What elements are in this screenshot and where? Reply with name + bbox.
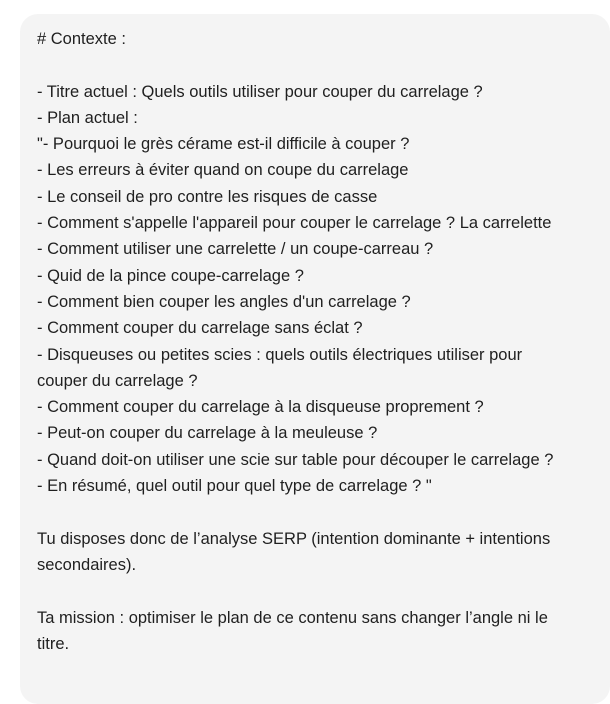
plan-item: - Peut-on couper du carrelage à la meuleuse ? [37,424,378,443]
plan-label: - Plan actuel : [37,108,138,127]
serp-analysis-line: secondaires). [37,555,137,574]
mission-line: titre. [37,634,70,653]
context-heading: # Contexte : [37,30,126,48]
plan-item: - Disqueuses ou petites scies : quels outils électriques utiliser pour [37,345,523,364]
plan-list [37,131,610,499]
serp-analysis-line: Tu disposes donc de l’analyse SERP (intention dominante + intentions [37,529,551,548]
blank-line [37,578,610,604]
plan-item: - Le conseil de pro contre les risques de casse [37,187,378,206]
plan-item: "- Pourquoi le grès cérame est-il difficile à couper ? [37,135,410,154]
plan-item: - Comment couper du carrelage sans éclat ? [37,319,363,338]
blank-line [37,52,610,78]
plan-item: - Les erreurs à éviter quand on coupe du carrelage [37,161,409,180]
plan-item: - Comment s'appelle l'appareil pour couper le carrelage ? La carrelette [37,214,552,233]
current-title-line: - Titre actuel : Quels outils utiliser pour couper du carrelage ? [37,82,483,101]
user-message-bubble [20,14,610,704]
plan-item: - Quid de la pince coupe-carrelage ? [37,266,304,285]
plan-item: - Quand doit-on utiliser une scie sur table pour découper le carrelage ? [37,450,554,469]
plan-item: - Comment bien couper les angles d'un carrelage ? [37,292,411,311]
plan-item: - Comment utiliser une carrelette / un coupe-carreau ? [37,240,434,259]
plan-item: - En résumé, quel outil pour quel type de carrelage ? " [37,477,432,496]
mission-line: Ta mission : optimiser le plan de ce contenu sans changer l’angle ni le [37,608,548,627]
plan-item: couper du carrelage ? [37,371,198,390]
blank-line [37,499,610,525]
plan-item: - Comment couper du carrelage à la disqueuse proprement ? [37,398,484,417]
